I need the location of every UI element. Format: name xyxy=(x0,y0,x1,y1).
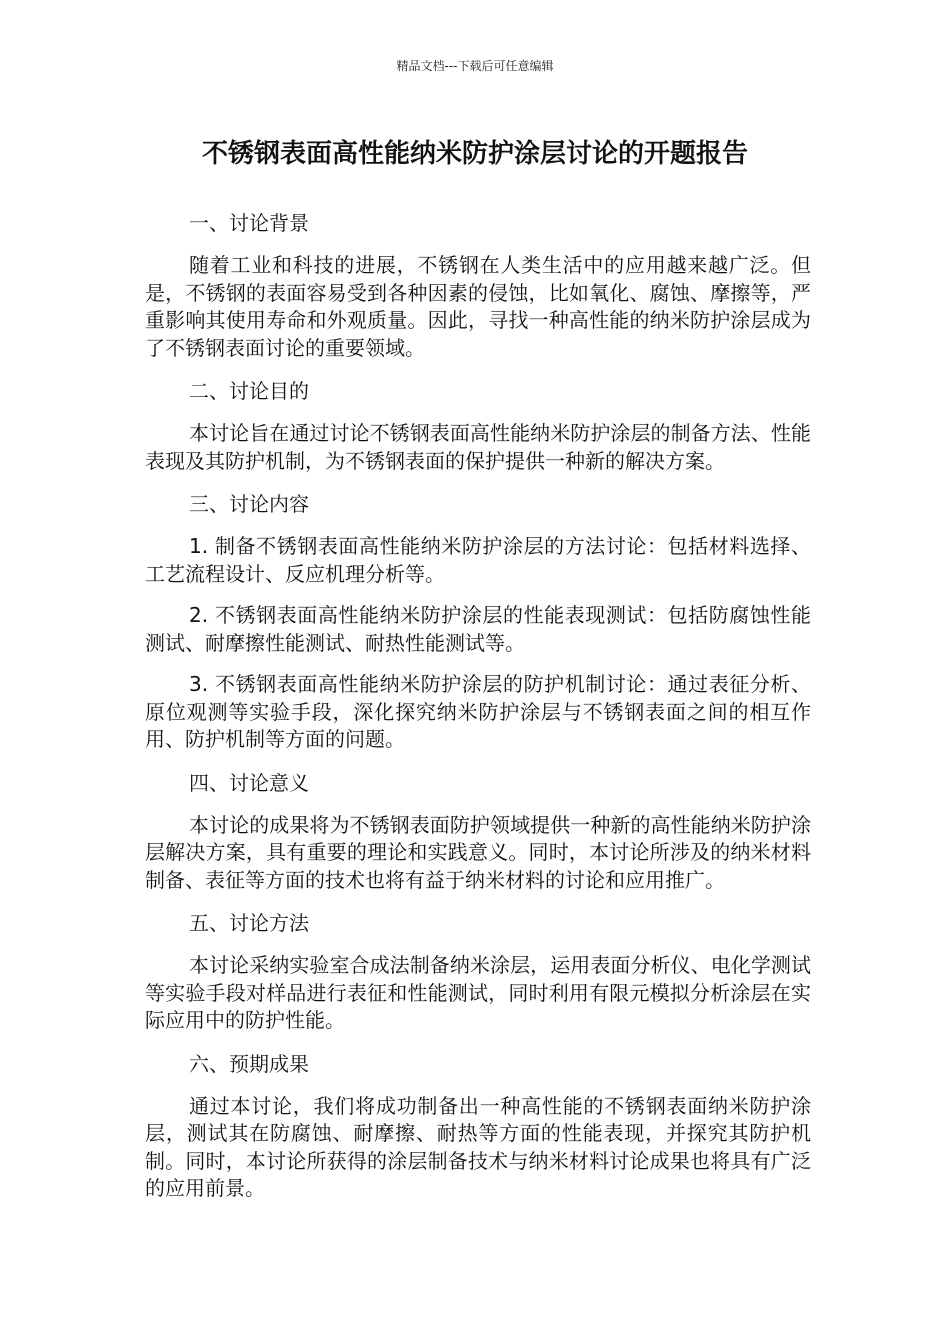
section-paragraph: 通过本讨论，我们将成功制备出一种高性能的不锈钢表面纳米防护涂层，测试其在防腐蚀、耐摩擦、耐热等方面的性能表现，并探究其防护机制。同时，本讨论所获得的涂层制备技术与纳米材料讨论成果也将具有广泛的应用前景。 xyxy=(145,1093,811,1200)
document-body xyxy=(145,208,811,1217)
section-expected-results xyxy=(145,1049,811,1203)
section-content xyxy=(145,489,811,754)
section-list-item: 3. 不锈钢表面高性能纳米防护涂层的防护机制讨论：通过表征分析、原位观测等实验手段，深化探究纳米防护涂层与不锈钢表面之间的相互作用、防护机制等方面的问题。 xyxy=(145,672,811,751)
section-list-item: 2. 不锈钢表面高性能纳米防护涂层的性能表现测试：包括防腐蚀性能测试、耐摩擦性能测试、耐热性能测试等。 xyxy=(145,603,811,655)
section-paragraph: 本讨论采纳实验室合成法制备纳米涂层，运用表面分析仪、电化学测试等实验手段对样品进行表征和性能测试，同时利用有限元模拟分析涂层在实际应用中的防护性能。 xyxy=(145,953,811,1032)
section-significance xyxy=(145,768,811,895)
section-heading: 三、讨论内容 xyxy=(189,492,309,516)
section-heading: 六、预期成果 xyxy=(189,1051,309,1076)
section-paragraph: 本讨论旨在通过讨论不锈钢表面高性能纳米防护涂层的制备方法、性能表现及其防护机制，为不锈钢表面的保护提供一种新的解决方案。 xyxy=(145,421,811,473)
section-paragraph: 随着工业和科技的进展，不锈钢在人类生活中的应用越来越广泛。但是，不锈钢的表面容易受到各种因素的侵蚀，比如氧化、腐蚀、摩擦等，严重影响其使用寿命和外观质量。因此，寻找一种高性能的纳米防护涂层成为了不锈钢表面讨论的重要领域。 xyxy=(145,253,811,360)
header-note: 精品文档---下载后可任意编辑 xyxy=(396,59,554,73)
section-heading: 二、讨论目的 xyxy=(189,379,309,403)
section-method xyxy=(145,908,811,1035)
document-title: 不锈钢表面高性能纳米防护涂层讨论的开题报告 xyxy=(201,139,748,169)
section-heading: 五、讨论方法 xyxy=(189,911,309,935)
section-list-item: 1. 制备不锈钢表面高性能纳米防护涂层的方法讨论：包括材料选择、工艺流程设计、反应机理分析等。 xyxy=(145,534,811,586)
section-purpose xyxy=(145,376,811,475)
section-paragraph: 本讨论的成果将为不锈钢表面防护领域提供一种新的高性能纳米防护涂层解决方案，具有重要的理论和实践意义。同时，本讨论所涉及的纳米材料制备、表征等方面的技术也将有益于纳米材料的讨论和应用推广。 xyxy=(145,812,811,892)
section-heading: 四、讨论意义 xyxy=(189,770,309,795)
section-background xyxy=(145,208,811,362)
section-heading: 一、讨论背景 xyxy=(189,211,309,235)
